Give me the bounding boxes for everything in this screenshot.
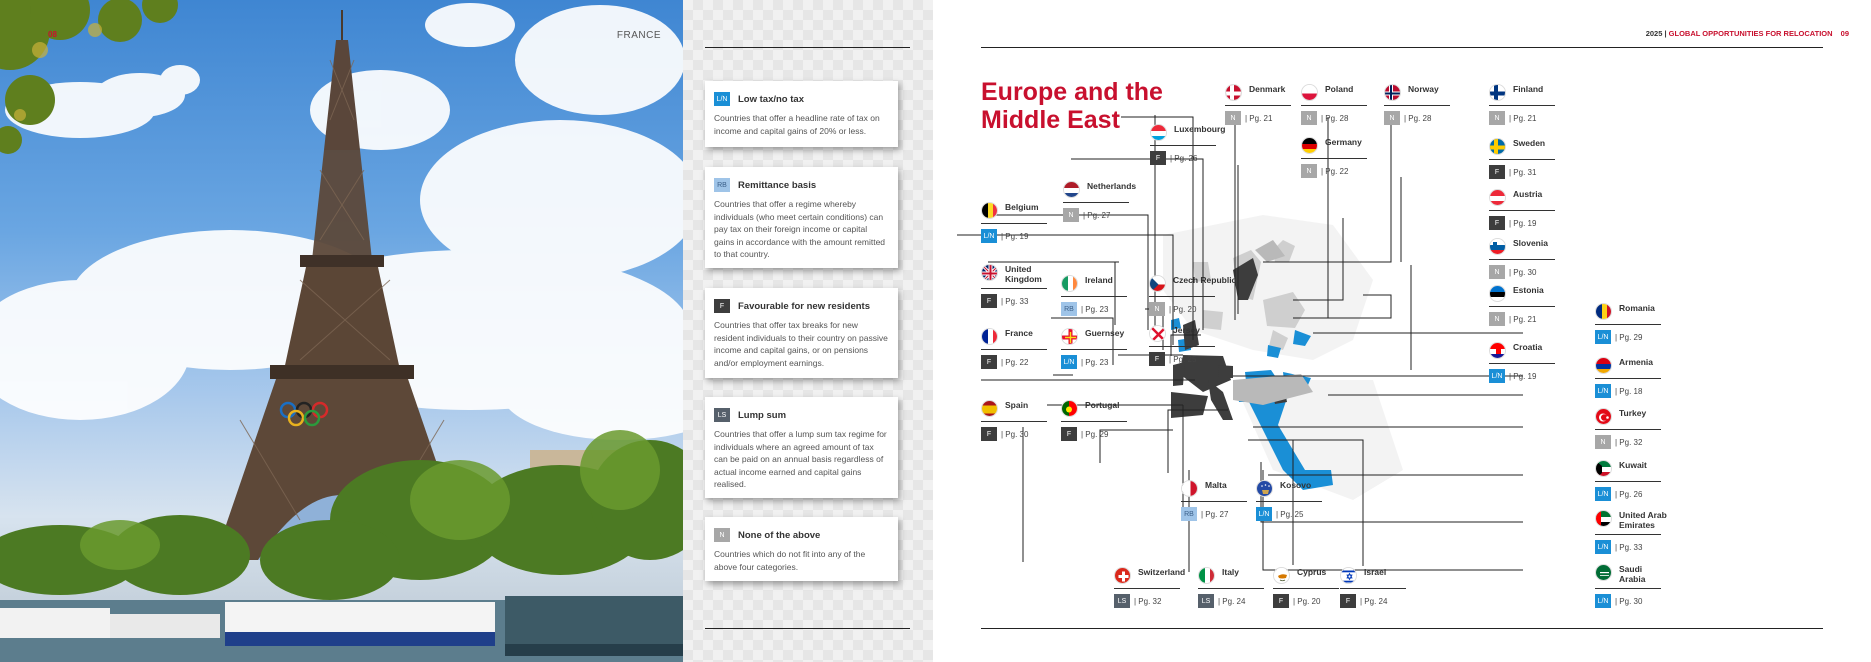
france-flag-icon <box>981 328 998 345</box>
country-underline <box>1340 588 1406 589</box>
country-tag: FRANCE <box>616 30 661 41</box>
regime-badge: N <box>1489 265 1505 279</box>
country-reference <box>1273 594 1320 608</box>
legend-badge: L/N <box>714 92 730 106</box>
uae-flag-icon <box>1595 510 1612 527</box>
armenia-flag-icon <box>1595 357 1612 374</box>
regime-badge: F <box>1489 165 1505 179</box>
country-underline <box>1061 349 1127 350</box>
country-reference <box>1489 369 1536 383</box>
malta-flag-icon <box>1181 480 1198 497</box>
regime-badge: L/N <box>981 229 997 243</box>
kuwait-flag-icon <box>1595 460 1612 477</box>
country-underline <box>1595 324 1661 325</box>
regime-badge: F <box>1340 594 1356 608</box>
country-reference <box>1595 594 1642 608</box>
country-name: Belgium <box>1005 202 1039 212</box>
country-name: Jersey <box>1173 325 1200 335</box>
page-reference-link[interactable]: | Pg. 20 <box>1169 304 1197 314</box>
page-reference-link[interactable]: | Pg. 25 <box>1169 354 1197 364</box>
page-reference-link[interactable]: | Pg. 23 <box>1081 304 1109 314</box>
legend-card-low-tax <box>705 81 898 147</box>
country-name: Kuwait <box>1619 460 1647 470</box>
finland-flag-icon <box>1489 84 1506 101</box>
map-page <box>933 0 1871 662</box>
country-underline <box>1489 210 1555 211</box>
page-reference-link[interactable]: | Pg. 21 <box>1245 113 1273 123</box>
czech-flag-icon <box>1149 275 1166 292</box>
country-reference <box>1061 355 1108 369</box>
country-name: Turkey <box>1619 408 1647 418</box>
regime-badge: L/N <box>1595 540 1611 554</box>
country-name: Estonia <box>1513 285 1544 295</box>
turkey-flag-icon <box>1595 408 1612 425</box>
germany-flag-icon <box>1301 137 1318 154</box>
country-reference <box>1301 111 1348 125</box>
country-underline <box>1595 534 1661 535</box>
guernsey-flag-icon <box>1061 328 1078 345</box>
regime-badge: N <box>1595 435 1611 449</box>
page-reference-link[interactable]: | Pg. 33 <box>1615 542 1643 552</box>
regime-badge: RB <box>1061 302 1077 316</box>
legend-bottom-rule <box>705 628 910 629</box>
legend-card-favourable <box>705 288 898 378</box>
regime-badge: L/N <box>1489 369 1505 383</box>
regime-badge: N <box>1063 208 1079 222</box>
country-reference <box>1595 435 1642 449</box>
eiffel-tower-illustration <box>0 0 683 662</box>
country-underline <box>1489 105 1555 106</box>
legend-description: Countries that offer a headline rate of tax on income and capital gains of 20% or less. <box>714 113 880 136</box>
regime-badge: N <box>1301 111 1317 125</box>
country-name: Netherlands <box>1087 181 1137 191</box>
page-reference-link[interactable]: | Pg. 24 <box>1218 596 1246 606</box>
country-name: Finland <box>1513 84 1544 94</box>
norway-flag-icon <box>1384 84 1401 101</box>
country-underline <box>1181 501 1247 502</box>
page-reference-link[interactable]: | Pg. 19 <box>1509 218 1537 228</box>
header-year: 2025 | <box>1645 29 1667 38</box>
country-name: United Kingdom <box>1005 264 1042 284</box>
country-name: Denmark <box>1249 84 1286 94</box>
country-reference <box>1384 111 1431 125</box>
slovenia-flag-icon <box>1489 238 1506 255</box>
country-name: Romania <box>1619 303 1655 313</box>
page-reference-link[interactable]: | Pg. 30 <box>1001 429 1029 439</box>
legend-title: Favourable for new residents <box>738 300 870 312</box>
page-reference-link[interactable]: | Pg. 29 <box>1081 429 1109 439</box>
country-reference <box>1489 216 1536 230</box>
page-reference-link[interactable]: | Pg. 21 <box>1509 314 1537 324</box>
page-reference-link[interactable]: | Pg. 21 <box>1509 113 1537 123</box>
country-reference <box>1114 594 1161 608</box>
country-underline <box>1061 296 1127 297</box>
legend-card-remittance <box>705 167 898 268</box>
left-page-number: 08 <box>48 30 57 39</box>
country-underline <box>1489 306 1555 307</box>
page-reference-link[interactable]: | Pg. 25 <box>1276 509 1304 519</box>
page-reference-link[interactable]: | Pg. 29 <box>1615 332 1643 342</box>
legend-badge: N <box>714 528 730 542</box>
country-reference <box>1301 164 1348 178</box>
regime-badge: F <box>981 294 997 308</box>
uk-flag-icon <box>981 264 998 281</box>
legend-badge: LS <box>714 408 730 422</box>
page-reference-link[interactable]: | Pg. 20 <box>1293 596 1321 606</box>
regime-badge: F <box>1273 594 1289 608</box>
legend-title: Low tax/no tax <box>738 93 804 105</box>
country-underline <box>1595 429 1661 430</box>
legend-description: Countries that offer a lump sum tax regime for individuals where an agreed amount of tax can be paid on an annual basis regardless of actual income earned and capital gains realised. <box>714 429 887 489</box>
regime-badge: N <box>1489 312 1505 326</box>
legend-badge: RB <box>714 178 730 192</box>
legend-card-none <box>705 517 898 581</box>
country-underline <box>1301 105 1367 106</box>
regime-badge: L/N <box>1256 507 1272 521</box>
jersey-flag-icon <box>1149 325 1166 342</box>
country-underline <box>1149 296 1215 297</box>
legend-description: Countries that offer tax breaks for new resident individuals to their country on passive income and capital gains, or on pensions and/or employment earnings. <box>714 320 888 368</box>
country-reference <box>1595 330 1642 344</box>
country-reference <box>1340 594 1387 608</box>
country-name: Germany <box>1325 137 1362 147</box>
legend-badge: F <box>714 299 730 313</box>
legend-card-lump-sum <box>705 397 898 498</box>
regime-badge: L/N <box>1595 384 1611 398</box>
header-title: GLOBAL OPPORTUNITIES FOR RELOCATION <box>1668 29 1833 38</box>
country-underline <box>1489 159 1555 160</box>
page-reference-link[interactable]: | Pg. 27 <box>1201 509 1229 519</box>
regime-badge: RB <box>1181 507 1197 521</box>
saudi-flag-icon <box>1595 564 1612 581</box>
country-underline <box>1301 158 1367 159</box>
country-name: Norway <box>1408 84 1439 94</box>
country-underline <box>1150 145 1216 146</box>
country-name: Portugal <box>1085 400 1120 410</box>
sweden-flag-icon <box>1489 138 1506 155</box>
country-name: Ireland <box>1085 275 1113 285</box>
country-reference <box>981 427 1028 441</box>
country-name: Austria <box>1513 189 1543 199</box>
page-reference-link[interactable]: | Pg. 22 <box>1001 357 1029 367</box>
country-name: Cyprus <box>1297 567 1327 577</box>
page-title-line-1: Europe and the <box>981 78 1163 106</box>
country-name: Guernsey <box>1085 328 1125 338</box>
page-reference-link[interactable]: | Pg. 31 <box>1509 167 1537 177</box>
country-reference <box>981 355 1028 369</box>
country-name: Czech Republic <box>1173 275 1237 285</box>
page-reference-link[interactable]: | Pg. 19 <box>1509 371 1537 381</box>
country-reference <box>1595 384 1642 398</box>
regime-badge: N <box>1384 111 1400 125</box>
country-name: Kosovo <box>1280 480 1312 490</box>
country-reference <box>1489 312 1536 326</box>
country-underline <box>1063 202 1129 203</box>
country-reference <box>981 294 1028 308</box>
country-underline <box>981 223 1047 224</box>
page-reference-link[interactable]: | Pg. 33 <box>1001 296 1029 306</box>
austria-flag-icon <box>1489 189 1506 206</box>
country-underline <box>981 349 1047 350</box>
page-reference-link[interactable]: | Pg. 26 <box>1615 489 1643 499</box>
country-underline <box>1595 481 1661 482</box>
regime-badge: F <box>981 355 997 369</box>
country-name: Spain <box>1005 400 1029 410</box>
regime-badge: N <box>1225 111 1241 125</box>
country-underline <box>1384 105 1450 106</box>
page-reference-link[interactable]: | Pg. 22 <box>1321 166 1349 176</box>
country-name: Luxembourg <box>1174 124 1226 134</box>
page-reference-link[interactable]: | Pg. 26 <box>1170 153 1198 163</box>
spain-flag-icon <box>981 400 998 417</box>
regime-badge: L/N <box>1061 355 1077 369</box>
country-name: Slovenia <box>1513 238 1548 248</box>
country-name: Croatia <box>1513 342 1543 352</box>
legend-top-rule <box>705 47 910 48</box>
page-title-line-2: Middle East <box>981 106 1120 134</box>
country-reference <box>1149 352 1196 366</box>
ireland-flag-icon <box>1061 275 1078 292</box>
regime-badge: N <box>1301 164 1317 178</box>
croatia-flag-icon <box>1489 342 1506 359</box>
country-underline <box>1273 588 1339 589</box>
country-name: Poland <box>1325 84 1354 94</box>
page-reference-link[interactable]: | Pg. 28 <box>1321 113 1349 123</box>
regime-badge: F <box>1489 216 1505 230</box>
country-name: Saudi Arabia <box>1619 564 1646 584</box>
legend-title: Lump sum <box>738 409 787 421</box>
country-name: Switzerland <box>1138 567 1186 577</box>
country-underline <box>1256 501 1322 502</box>
country-name: Israel <box>1364 567 1387 577</box>
luxembourg-flag-icon <box>1150 124 1167 141</box>
country-underline <box>981 421 1047 422</box>
italy-flag-icon <box>1198 567 1215 584</box>
country-underline <box>1225 105 1291 106</box>
regime-badge: F <box>1150 151 1166 165</box>
legend-title: None of the above <box>738 529 821 541</box>
regime-badge: N <box>1489 111 1505 125</box>
denmark-flag-icon <box>1225 84 1242 101</box>
regime-badge: F <box>1061 427 1077 441</box>
page-reference-link[interactable]: | Pg. 23 <box>1081 357 1109 367</box>
legend-panel <box>683 0 933 662</box>
country-underline <box>981 288 1047 289</box>
country-reference <box>1061 427 1108 441</box>
regime-badge: L/N <box>1595 330 1611 344</box>
regime-badge: F <box>981 427 997 441</box>
romania-flag-icon <box>1595 303 1612 320</box>
israel-flag-icon <box>1340 567 1357 584</box>
page-reference-link[interactable]: | Pg. 28 <box>1404 113 1432 123</box>
page-reference-link[interactable]: | Pg. 19 <box>1001 231 1029 241</box>
poland-flag-icon <box>1301 84 1318 101</box>
country-underline <box>1489 259 1555 260</box>
portugal-flag-icon <box>1061 400 1078 417</box>
country-name: Armenia <box>1619 357 1654 367</box>
country-reference <box>981 229 1028 243</box>
country-underline <box>1595 378 1661 379</box>
page-reference-link[interactable]: | Pg. 18 <box>1615 386 1643 396</box>
country-reference <box>1198 594 1245 608</box>
netherlands-flag-icon <box>1063 181 1080 198</box>
country-reference <box>1063 208 1110 222</box>
kosovo-flag-icon <box>1256 480 1273 497</box>
header-page-number: 09 <box>1840 29 1849 38</box>
page-reference-link[interactable]: | Pg. 30 <box>1509 267 1537 277</box>
regime-badge: N <box>1149 302 1165 316</box>
country-reference <box>1595 487 1642 501</box>
country-reference <box>1489 111 1536 125</box>
country-reference <box>1256 507 1303 521</box>
regime-badge: LS <box>1198 594 1214 608</box>
country-underline <box>1489 363 1555 364</box>
country-underline <box>1595 588 1661 589</box>
country-reference <box>1149 302 1196 316</box>
regime-badge: F <box>1149 352 1165 366</box>
regime-badge: L/N <box>1595 594 1611 608</box>
page-reference-link[interactable]: | Pg. 24 <box>1360 596 1388 606</box>
page-reference-link[interactable]: | Pg. 30 <box>1615 596 1643 606</box>
country-underline <box>1198 588 1264 589</box>
legend-description: Countries that offer a regime whereby individuals (who meet certain conditions) can pay tax on their foreign income or capital gains in accordance with the amount remitted to that country. <box>714 199 886 259</box>
page-reference-link[interactable]: | Pg. 27 <box>1083 210 1111 220</box>
estonia-flag-icon <box>1489 285 1506 302</box>
regime-badge: LS <box>1114 594 1130 608</box>
country-reference <box>1181 507 1228 521</box>
regime-badge: L/N <box>1595 487 1611 501</box>
country-reference <box>1150 151 1197 165</box>
country-reference <box>1225 111 1272 125</box>
country-underline <box>1149 346 1215 347</box>
legend-title: Remittance basis <box>738 179 817 191</box>
legend-description: Countries which do not fit into any of the above four categories. <box>714 549 866 572</box>
country-reference <box>1489 265 1536 279</box>
page-reference-link[interactable]: | Pg. 32 <box>1134 596 1162 606</box>
country-underline <box>1061 421 1127 422</box>
country-underline <box>1114 588 1180 589</box>
eiffel-tower-photo <box>0 0 683 662</box>
country-name: Sweden <box>1513 138 1546 148</box>
country-reference <box>1489 165 1536 179</box>
belgium-flag-icon <box>981 202 998 219</box>
country-name: United Arab Emirates <box>1619 510 1667 530</box>
cyprus-flag-icon <box>1273 567 1290 584</box>
country-reference <box>1595 540 1642 554</box>
country-name: Italy <box>1222 567 1240 577</box>
country-name: France <box>1005 328 1033 338</box>
switzerland-flag-icon <box>1114 567 1131 584</box>
country-name: Malta <box>1205 480 1227 490</box>
country-reference <box>1061 302 1108 316</box>
page-reference-link[interactable]: | Pg. 32 <box>1615 437 1643 447</box>
